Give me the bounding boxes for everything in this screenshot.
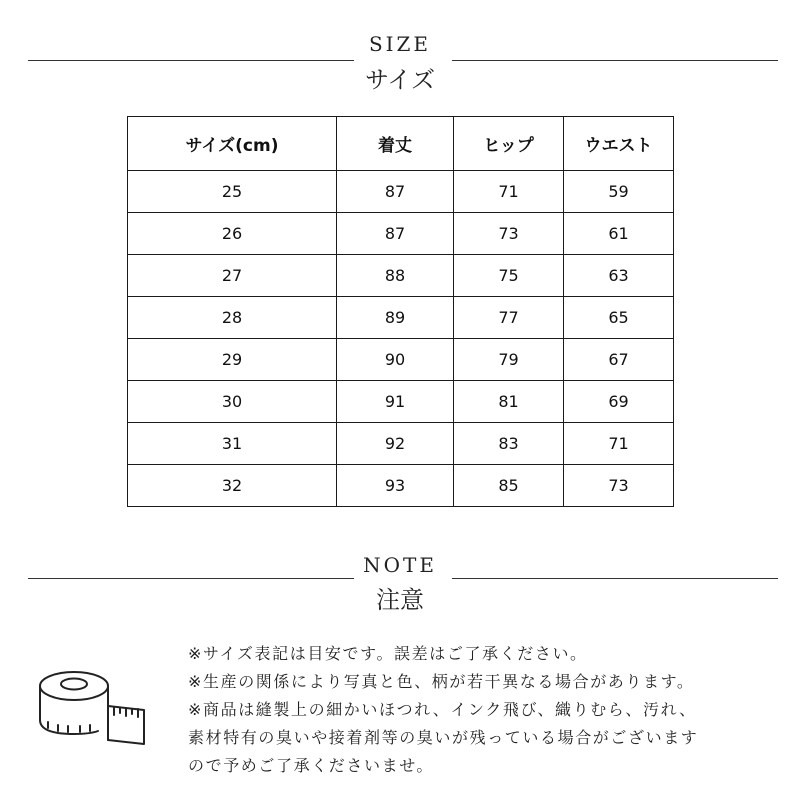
cell-hip: 83 xyxy=(454,423,564,465)
size-heading-en: SIZE xyxy=(368,32,432,56)
table-row xyxy=(128,423,674,465)
header-waist: ウエスト xyxy=(564,117,674,171)
note-line: 素材特有の臭いや接着剤等の臭いが残っている場合がございます xyxy=(188,728,699,747)
table-row xyxy=(128,465,674,507)
cell-size: 30 xyxy=(128,381,337,423)
note-heading-ja: 注意 xyxy=(376,586,424,614)
cell-hip: 79 xyxy=(454,339,564,381)
cell-length: 88 xyxy=(337,255,454,297)
cell-length: 87 xyxy=(337,171,454,213)
cell-size: 28 xyxy=(128,297,337,339)
cell-hip: 73 xyxy=(454,213,564,255)
table-row xyxy=(128,171,674,213)
cell-hip: 71 xyxy=(454,171,564,213)
cell-length: 93 xyxy=(337,465,454,507)
cell-size: 26 xyxy=(128,213,337,255)
table-row xyxy=(128,339,674,381)
table-row xyxy=(128,297,674,339)
note-line: ので予めご了承くださいませ。 xyxy=(188,756,434,775)
tape-measure-icon xyxy=(32,660,152,756)
note-line: ※生産の関係により写真と色、柄が若干異なる場合があります。 xyxy=(188,672,695,691)
cell-waist: 71 xyxy=(564,423,674,465)
cell-length: 87 xyxy=(337,213,454,255)
header-hip: ヒップ xyxy=(454,117,564,171)
cell-waist: 61 xyxy=(564,213,674,255)
note-body xyxy=(188,640,788,780)
note-heading-left-line xyxy=(28,578,354,579)
cell-length: 92 xyxy=(337,423,454,465)
cell-hip: 81 xyxy=(454,381,564,423)
size-table-header-row xyxy=(128,117,674,171)
note-line: ※商品は縫製上の細かいほつれ、インク飛び、織りむら、汚れ、 xyxy=(188,700,697,719)
cell-waist: 69 xyxy=(564,381,674,423)
table-row xyxy=(128,381,674,423)
cell-length: 91 xyxy=(337,381,454,423)
cell-hip: 75 xyxy=(454,255,564,297)
cell-size: 29 xyxy=(128,339,337,381)
note-heading-en: NOTE xyxy=(363,553,437,577)
cell-waist: 67 xyxy=(564,339,674,381)
cell-hip: 85 xyxy=(454,465,564,507)
cell-size: 25 xyxy=(128,171,337,213)
cell-waist: 63 xyxy=(564,255,674,297)
cell-length: 89 xyxy=(337,297,454,339)
cell-size: 32 xyxy=(128,465,337,507)
cell-size: 27 xyxy=(128,255,337,297)
size-table xyxy=(127,116,674,507)
header-size: サイズ(cm) xyxy=(128,117,337,171)
note-heading-right-line xyxy=(452,578,778,579)
note-line: ※サイズ表記は目安です。誤差はご了承ください。 xyxy=(188,644,588,663)
size-heading-ja: サイズ xyxy=(364,66,436,94)
header-length: 着丈 xyxy=(337,117,454,171)
table-row xyxy=(128,255,674,297)
cell-hip: 77 xyxy=(454,297,564,339)
cell-waist: 65 xyxy=(564,297,674,339)
cell-length: 90 xyxy=(337,339,454,381)
cell-waist: 73 xyxy=(564,465,674,507)
cell-waist: 59 xyxy=(564,171,674,213)
cell-size: 31 xyxy=(128,423,337,465)
table-row xyxy=(128,213,674,255)
